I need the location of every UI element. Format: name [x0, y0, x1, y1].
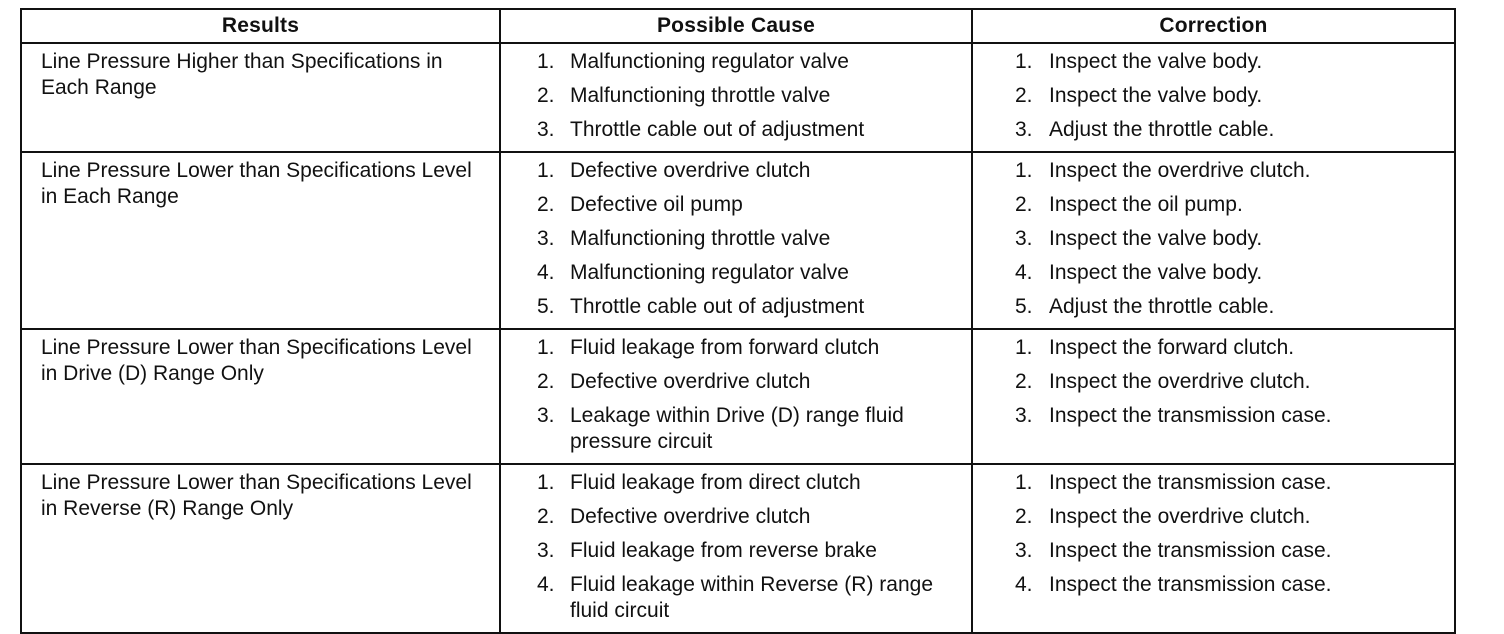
cause-item-text: Leakage within Drive (D) range fluid pressure circuit — [570, 404, 904, 453]
cause-item — [501, 369, 971, 395]
cause-item — [501, 335, 971, 361]
cause-item — [501, 403, 971, 455]
correction-item-number: 1. — [1015, 336, 1033, 359]
cause-list — [501, 330, 971, 455]
cause-item-number: 2. — [537, 505, 555, 528]
cause-item-text: Fluid leakage from forward clutch — [570, 336, 880, 359]
correction-item-number: 3. — [1015, 118, 1033, 141]
correction-list — [973, 153, 1454, 320]
cause-list — [501, 44, 971, 143]
correction-item — [973, 403, 1454, 429]
cause-item-text: Throttle cable out of adjustment — [570, 118, 865, 141]
cause-item-number: 1. — [537, 336, 555, 359]
header-possible-cause: Possible Cause — [500, 9, 972, 43]
correction-item-text: Inspect the valve body. — [1049, 50, 1263, 73]
correction-item-number: 1. — [1015, 471, 1033, 494]
correction-item-number: 2. — [1015, 193, 1033, 216]
cause-item — [501, 294, 971, 320]
correction-item — [973, 192, 1454, 218]
correction-item-number: 1. — [1015, 159, 1033, 182]
correction-item-number: 2. — [1015, 505, 1033, 528]
correction-item — [973, 83, 1454, 109]
cause-item — [501, 192, 971, 218]
correction-item-text: Adjust the throttle cable. — [1049, 295, 1275, 318]
cause-item-text: Defective overdrive clutch — [570, 159, 811, 182]
correction-item-text: Inspect the transmission case. — [1049, 404, 1332, 427]
correction-item-text: Adjust the throttle cable. — [1049, 118, 1275, 141]
correction-item — [973, 335, 1454, 361]
cause-item-text: Fluid leakage from reverse brake — [570, 539, 877, 562]
cause-item-number: 1. — [537, 159, 555, 182]
cause-item-number: 1. — [537, 50, 555, 73]
correction-item-text: Inspect the transmission case. — [1049, 573, 1332, 596]
cause-item — [501, 83, 971, 109]
header-row — [21, 9, 1455, 43]
cause-item-number: 2. — [537, 193, 555, 216]
cause-item-number: 3. — [537, 227, 555, 250]
cause-item-number: 2. — [537, 370, 555, 393]
cause-item — [501, 49, 971, 75]
cause-item-text: Malfunctioning throttle valve — [570, 227, 831, 250]
correction-item — [973, 158, 1454, 184]
cause-item-number: 2. — [537, 84, 555, 107]
cause-item-text: Malfunctioning regulator valve — [570, 50, 849, 73]
cause-item-number: 5. — [537, 295, 555, 318]
correction-cell — [972, 464, 1455, 633]
cause-item-text: Defective overdrive clutch — [570, 505, 811, 528]
cause-item-text: Throttle cable out of adjustment — [570, 295, 865, 318]
correction-item-text: Inspect the overdrive clutch. — [1049, 505, 1311, 528]
correction-item-number: 3. — [1015, 404, 1033, 427]
correction-item — [973, 504, 1454, 530]
cause-item-text: Defective oil pump — [570, 193, 743, 216]
correction-list — [973, 330, 1454, 429]
correction-item-number: 3. — [1015, 227, 1033, 250]
cause-list — [501, 153, 971, 320]
cause-item — [501, 158, 971, 184]
table-row — [21, 43, 1455, 152]
cause-item-text: Defective overdrive clutch — [570, 370, 811, 393]
cause-cell — [500, 464, 972, 633]
cause-cell — [500, 43, 972, 152]
correction-item-number: 4. — [1015, 573, 1033, 596]
cause-item-number: 3. — [537, 118, 555, 141]
cause-item-number: 4. — [537, 261, 555, 284]
result-cell: Line Pressure Higher than Specifications in Each Range — [21, 43, 500, 152]
correction-cell — [972, 43, 1455, 152]
result-cell: Line Pressure Lower than Specifications Level in Reverse (R) Range Only — [21, 464, 500, 633]
correction-item-text: Inspect the oil pump. — [1049, 193, 1243, 216]
correction-list — [973, 465, 1454, 598]
table-body — [21, 43, 1455, 633]
correction-item-number: 4. — [1015, 261, 1033, 284]
correction-item-number: 5. — [1015, 295, 1033, 318]
cause-item-text: Fluid leakage within Reverse (R) range fluid circuit — [570, 573, 933, 622]
cause-item — [501, 117, 971, 143]
correction-item-text: Inspect the transmission case. — [1049, 471, 1332, 494]
correction-item-text: Inspect the valve body. — [1049, 261, 1263, 284]
cause-item-text: Malfunctioning regulator valve — [570, 261, 849, 284]
cause-item-number: 3. — [537, 404, 555, 427]
header-correction: Correction — [972, 9, 1455, 43]
correction-cell — [972, 152, 1455, 329]
cause-item-text: Malfunctioning throttle valve — [570, 84, 831, 107]
table-row — [21, 152, 1455, 329]
result-cell: Line Pressure Lower than Specifications Level in Drive (D) Range Only — [21, 329, 500, 464]
correction-item — [973, 294, 1454, 320]
cause-list — [501, 465, 971, 624]
header-results: Results — [21, 9, 500, 43]
correction-item — [973, 470, 1454, 496]
cause-item-number: 1. — [537, 471, 555, 494]
cause-item — [501, 538, 971, 564]
correction-item-number: 2. — [1015, 84, 1033, 107]
correction-item-number: 2. — [1015, 370, 1033, 393]
cause-item-number: 3. — [537, 539, 555, 562]
correction-item — [973, 260, 1454, 286]
correction-item-text: Inspect the transmission case. — [1049, 539, 1332, 562]
correction-item — [973, 117, 1454, 143]
cause-cell — [500, 329, 972, 464]
correction-cell — [972, 329, 1455, 464]
cause-item — [501, 226, 971, 252]
correction-item — [973, 49, 1454, 75]
correction-item — [973, 226, 1454, 252]
correction-list — [973, 44, 1454, 143]
correction-item-text: Inspect the forward clutch. — [1049, 336, 1295, 359]
correction-item-text: Inspect the valve body. — [1049, 84, 1263, 107]
correction-item-text: Inspect the valve body. — [1049, 227, 1263, 250]
cause-item — [501, 470, 971, 496]
correction-item — [973, 369, 1454, 395]
correction-item-number: 1. — [1015, 50, 1033, 73]
correction-item-text: Inspect the overdrive clutch. — [1049, 159, 1311, 182]
diagnosis-table — [20, 8, 1456, 634]
cause-item — [501, 504, 971, 530]
cause-item-text: Fluid leakage from direct clutch — [570, 471, 861, 494]
cause-cell — [500, 152, 972, 329]
cause-item — [501, 260, 971, 286]
cause-item — [501, 572, 971, 624]
result-cell: Line Pressure Lower than Specifications Level in Each Range — [21, 152, 500, 329]
cause-item-number: 4. — [537, 573, 555, 596]
table-row — [21, 464, 1455, 633]
correction-item-text: Inspect the overdrive clutch. — [1049, 370, 1311, 393]
table-row — [21, 329, 1455, 464]
correction-item-number: 3. — [1015, 539, 1033, 562]
correction-item — [973, 572, 1454, 598]
correction-item — [973, 538, 1454, 564]
